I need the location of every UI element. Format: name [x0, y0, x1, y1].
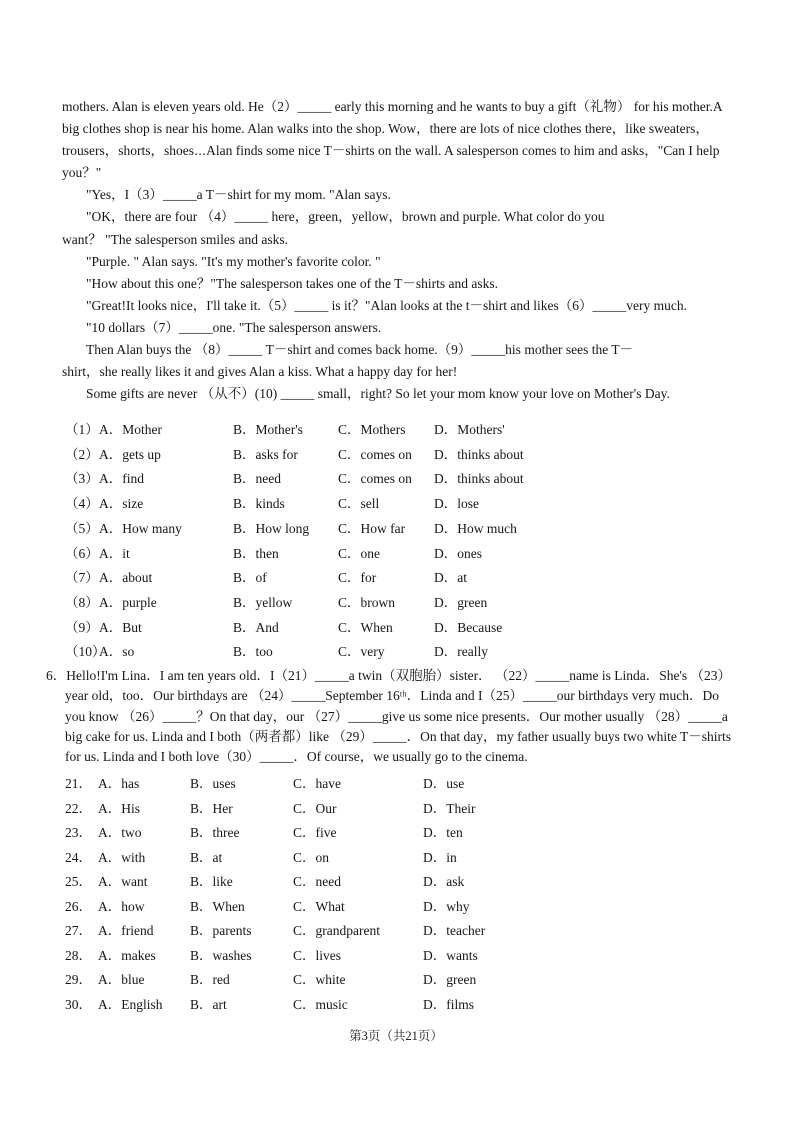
option-d: D．thinks about — [434, 471, 524, 487]
option-a: A．blue — [98, 972, 145, 987]
option-c: C．How far — [338, 520, 406, 536]
option-b: B．Mother's — [233, 422, 303, 437]
option-c: C．sell — [338, 496, 380, 512]
option-b: B．art — [190, 996, 227, 1012]
option-b: B．of — [233, 570, 267, 586]
option-b: B．Her — [190, 800, 233, 816]
option-b: B．kinds — [233, 496, 285, 512]
option-d: D．Mothers' — [434, 422, 505, 437]
passage-text-line: mothers. Alan is eleven years old. He（2）_____ early this morning and he wants to buy a gift（礼物） for his mother.A — [62, 99, 723, 114]
passage-text-line: year old，too．Our birthdays are （24）_____September 16ᵗʰ．Linda and I（25）_____our birthdays very much．Do — [65, 688, 720, 704]
option-b: B．need — [233, 471, 281, 487]
passage-text-line: "How about this one？"The salesperson takes one of the T－shirts and asks. — [86, 275, 498, 291]
question-options-row — [65, 492, 524, 517]
option-b: B．red — [190, 972, 230, 987]
option-a: A．has — [98, 776, 140, 791]
option-b: B．yellow — [233, 594, 293, 610]
options-table-questions-21-30 — [65, 772, 485, 1017]
question-number: 29． — [65, 972, 92, 987]
option-d: D．green — [434, 594, 488, 610]
option-b: B．washes — [190, 947, 252, 963]
option-a: A．size — [99, 496, 144, 512]
option-c: C．lives — [293, 947, 342, 963]
passage-text-line: Some gifts are never （从不）(10) _____ small，right? So let your mom know your love on Mother's Day. — [86, 386, 670, 402]
passage-text-line: "10 dollars（7）_____one. "The salesperson answers. — [86, 319, 382, 335]
option-b: B．When — [190, 898, 245, 914]
question-options-row — [65, 846, 485, 871]
question-options-row — [65, 895, 485, 920]
question-options-row — [65, 566, 524, 591]
option-d: D．at — [434, 570, 467, 586]
option-d: D．films — [423, 996, 475, 1012]
option-c: C．Our — [293, 800, 337, 816]
option-a: A．purple — [99, 594, 157, 610]
passage-text-line: want？ "The salesperson smiles and asks. — [62, 231, 288, 247]
passage-text-line: Then Alan buys the （8）_____ T－shirt and comes back home.（9）_____his mother sees the T－ — [86, 342, 634, 358]
option-c: C．white — [293, 972, 346, 987]
question-options-row — [65, 467, 524, 492]
question-number: （4） — [65, 496, 99, 512]
option-d: D．Their — [423, 800, 476, 816]
option-d: D．wants — [423, 947, 478, 963]
question-options-row — [65, 772, 485, 797]
question-number: 23． — [65, 825, 92, 840]
option-b: B．at — [190, 849, 223, 865]
option-d: D．really — [434, 644, 488, 660]
option-c: C．music — [293, 996, 348, 1012]
question-options-row — [65, 968, 485, 993]
option-d: D．ones — [434, 545, 482, 561]
passage-text-line: "OK，there are four （4）_____ here，green，yellow，brown and purple. What color do you — [86, 209, 605, 225]
question-options-row — [65, 443, 524, 468]
question-options-row — [65, 797, 485, 822]
option-b: B．How long — [233, 520, 310, 536]
option-d: D．ask — [423, 874, 465, 889]
option-d: D．in — [423, 849, 457, 865]
question-number: 21． — [65, 776, 92, 791]
question-number: 27． — [65, 923, 92, 938]
option-c: C．When — [338, 619, 393, 635]
option-c: C．need — [293, 874, 341, 889]
question-number: 24． — [65, 849, 92, 865]
passage-text-line: "Yes，I（3）_____a T－shirt for my mom. "Alan says. — [86, 187, 391, 203]
question-options-row — [65, 591, 524, 616]
option-c: C．grandparent — [293, 923, 380, 938]
question-options-row — [65, 517, 524, 542]
option-a: A．His — [98, 800, 141, 816]
page-number-footer: 第3页（共21页） — [349, 1029, 443, 1043]
question-options-row — [65, 944, 485, 969]
option-a: A．English — [98, 996, 163, 1012]
question-options-row — [65, 616, 524, 641]
option-d: D．teacher — [423, 923, 486, 938]
passage-text-line: shirt，she really likes it and gives Alan a kiss. What a happy day for her! — [62, 364, 458, 380]
option-c: C．on — [293, 849, 330, 865]
question-options-row — [65, 418, 524, 443]
option-d: D．How much — [434, 520, 517, 536]
question-options-row — [65, 993, 485, 1018]
option-c: C．brown — [338, 594, 395, 610]
question-number: （5） — [65, 520, 99, 536]
option-d: D．lose — [434, 496, 479, 512]
option-a: A．want — [98, 874, 148, 889]
option-a: A．makes — [98, 947, 156, 963]
option-c: C．five — [293, 825, 337, 840]
passage-text-line: big clothes shop is near his home. Alan walks into the shop. Wow，there are lots of nice clothes there，like sweaters， — [62, 121, 709, 137]
option-a: A．how — [98, 898, 145, 914]
option-a: A．it — [99, 545, 130, 561]
question-options-row — [65, 919, 485, 944]
passage-text-line: for us. Linda and I both love（30）_____．Of course，we usually go to the cinema. — [65, 749, 528, 765]
option-c: C．comes on — [338, 471, 412, 487]
question-number: 28． — [65, 947, 92, 963]
option-a: A．find — [99, 471, 144, 487]
option-a: A．two — [98, 825, 142, 840]
option-a: A．Mother — [99, 422, 162, 437]
question-options-row — [65, 870, 485, 895]
option-c: C．for — [338, 570, 377, 586]
options-table-questions-1-10 — [65, 418, 524, 665]
passage-text-line: you know （26）_____？On that day，our （27）_____give us some nice presents．Our mother usually （28）_____a — [65, 708, 728, 724]
question-number: 26． — [65, 898, 92, 914]
option-b: B．parents — [190, 923, 252, 938]
option-a: A．How many — [99, 520, 182, 536]
option-a: A．gets up — [99, 446, 161, 462]
option-a: A．about — [99, 570, 153, 586]
option-a: A．so — [99, 644, 135, 660]
option-b: B．too — [233, 644, 273, 660]
passage-text-line: trousers，shorts，shoes⋯Alan finds some nice T－shirts on the wall. A salesperson comes to him and asks，"Can I help — [62, 143, 720, 159]
question-number: 25． — [65, 874, 92, 889]
option-b: B．then — [233, 545, 279, 561]
option-a: A．friend — [98, 923, 154, 938]
option-b: B．And — [233, 619, 279, 635]
option-d: D．Because — [434, 619, 503, 635]
option-c: C．What — [293, 898, 345, 914]
option-c: C．one — [338, 545, 380, 561]
option-c: C．very — [338, 644, 385, 660]
question-number: （10） — [65, 644, 106, 660]
question-number: （6） — [65, 545, 99, 561]
question-number: （8） — [65, 594, 99, 610]
question-number: （2） — [65, 446, 99, 462]
question-number: （9） — [65, 619, 99, 635]
option-c: C．Mothers — [338, 422, 406, 437]
option-d: D．thinks about — [434, 446, 524, 462]
question-number: 30． — [65, 996, 92, 1012]
cloze-passage-lina — [46, 666, 732, 767]
question-options-row — [65, 821, 485, 846]
question-number: （7） — [65, 570, 99, 586]
question-options-row — [65, 640, 524, 665]
option-a: A．with — [98, 849, 146, 865]
question-number: （3） — [65, 471, 99, 487]
option-b: B．asks for — [233, 446, 298, 462]
option-a: A．But — [99, 619, 142, 635]
option-d: D．green — [423, 972, 477, 987]
option-b: B．uses — [190, 776, 236, 791]
passage-text-line: "Purple. " Alan says. "It's my mother's favorite color. " — [86, 253, 381, 269]
option-c: C．have — [293, 776, 341, 791]
option-b: B．like — [190, 874, 233, 889]
passage-text-line: 6．Hello!I'm Lina．I am ten years old．I（21）_____a twin（双胞胎）sister． （22）_____name is Linda．She's （23） — [46, 668, 732, 683]
passage-text-line: big cake for us. Linda and I both（两者都）like （29）_____．On that day，my father usually buys two white T－shirts — [65, 728, 732, 744]
passage-text-line: you？" — [62, 165, 102, 181]
option-d: D．why — [423, 898, 470, 914]
question-options-row — [65, 542, 524, 567]
cloze-passage-alan — [62, 96, 723, 405]
question-number: （1） — [65, 422, 99, 437]
passage-text-line: "Great!It looks nice，I'll take it.（5）_____ is it？"Alan looks at the t－shirt and likes（6）_____very much. — [86, 297, 687, 313]
question-number: 22． — [65, 800, 92, 816]
option-d: D．ten — [423, 825, 463, 840]
option-c: C．comes on — [338, 446, 412, 462]
option-d: D．use — [423, 776, 465, 791]
option-b: B．three — [190, 825, 240, 840]
